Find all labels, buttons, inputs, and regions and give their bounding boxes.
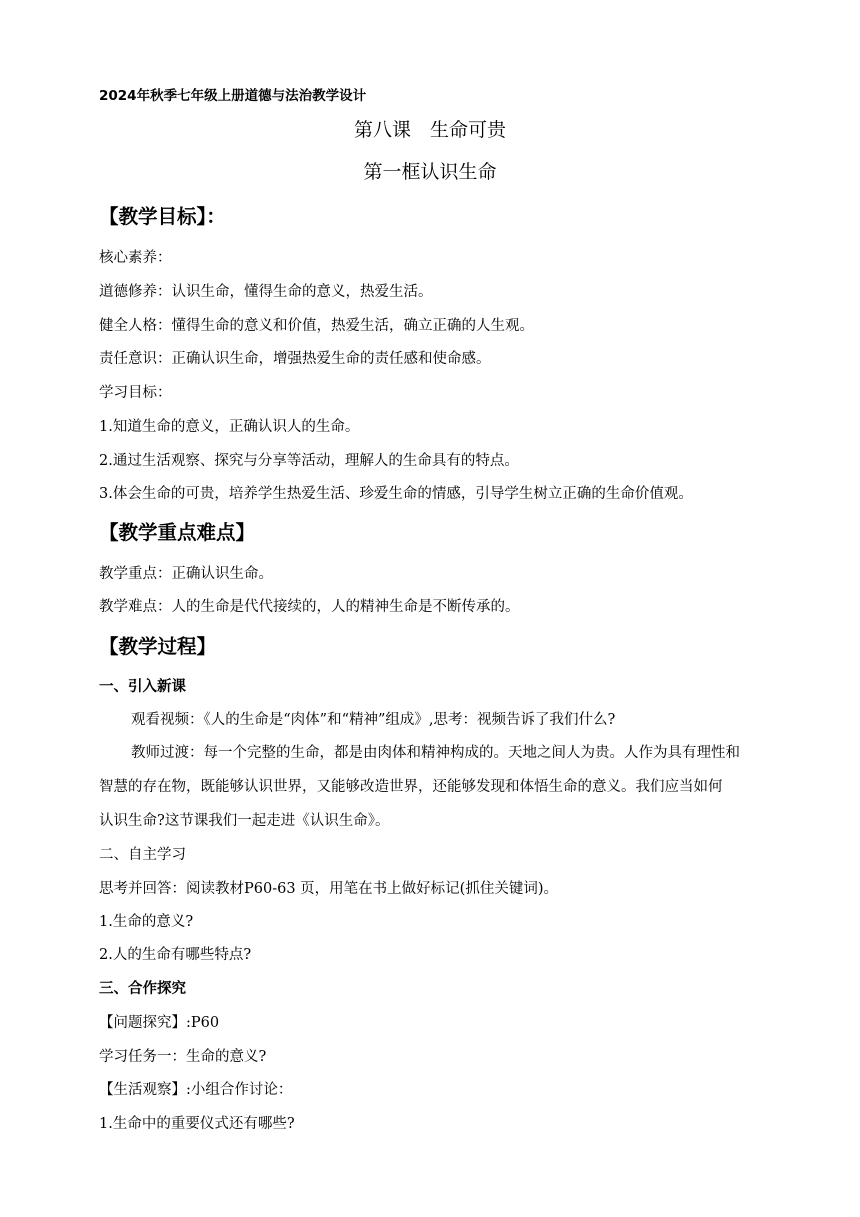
section-intro-title: 一、引入新课	[99, 679, 186, 695]
personality-line: 健全人格：懂得生命的意义和价值，热爱生活，确立正确的人生观。	[99, 318, 534, 334]
teaching-focus-line: 教学重点：正确认识生命。	[99, 566, 273, 582]
doc-header-title: 2024年秋季七年级上册道德与法治教学设计	[99, 88, 367, 104]
self-study-question: 1.生命的意义?	[99, 914, 194, 930]
teacher-transition-line: 认识生命?这节课我们一起走进《认识生命》。	[99, 813, 390, 829]
section-cooperative-title: 三、合作探究	[99, 981, 186, 997]
core-literacy-label: 核心素养：	[99, 250, 172, 266]
key-points-heading: 【教学重点难点】	[99, 521, 256, 544]
process-heading: 【教学过程】	[99, 635, 217, 658]
inquiry-label: 【问题探究】:P60	[99, 1015, 220, 1031]
responsibility-line: 责任意识：正确认识生命，增强热爱生命的责任感和使命感。	[99, 351, 491, 367]
lesson-title: 第八课 生命可贵	[353, 119, 506, 141]
teaching-difficulty-line: 教学难点：人的生命是代代接续的，人的精神生命是不断传承的。	[99, 599, 520, 615]
self-study-question: 2.人的生命有哪些特点?	[99, 947, 252, 963]
moral-cultivation-line: 道德修养：认识生命，懂得生命的意义，热爱生活。	[99, 284, 433, 300]
life-observation-label: 【生活观察】:小组合作讨论：	[99, 1082, 293, 1098]
video-prompt-line: 观看视频：《人的生命是“肉体”和“精神”组成》,思考：视频告诉了我们什么?	[131, 712, 616, 728]
teacher-transition-line: 智慧的存在物，既能够认识世界，又能够改造世界，还能够发现和体悟生命的意义。我们应当如何	[99, 779, 723, 795]
section-self-study-title: 二、自主学习	[99, 847, 186, 863]
learning-goal-item: 1.知道生命的意义，正确认识人的生命。	[99, 419, 360, 435]
discussion-question: 1.生命中的重要仪式还有哪些?	[99, 1116, 295, 1132]
learning-goal-item: 2.通过生活观察、探究与分享等活动，理解人的生命具有的特点。	[99, 453, 519, 469]
learning-task-line: 学习任务一：生命的意义?	[99, 1049, 267, 1065]
self-study-prompt: 思考并回答：阅读教材P60-63 页，用笔在书上做好标记(抓住关键词)。	[99, 881, 558, 897]
learning-goal-item: 3.体会生命的可贵，培养学生热爱生活、珍爱生命的情感，引导学生树立正确的生命价值观。	[99, 486, 693, 502]
learning-goals-label: 学习目标：	[99, 385, 172, 401]
objectives-heading: 【教学目标】：	[99, 205, 226, 228]
teacher-transition-line: 教师过渡：每一个完整的生命，都是由肉体和精神构成的。天地之间人为贵。人作为具有理性和	[131, 745, 740, 761]
lesson-subtitle: 第一框认识生命	[363, 161, 497, 183]
